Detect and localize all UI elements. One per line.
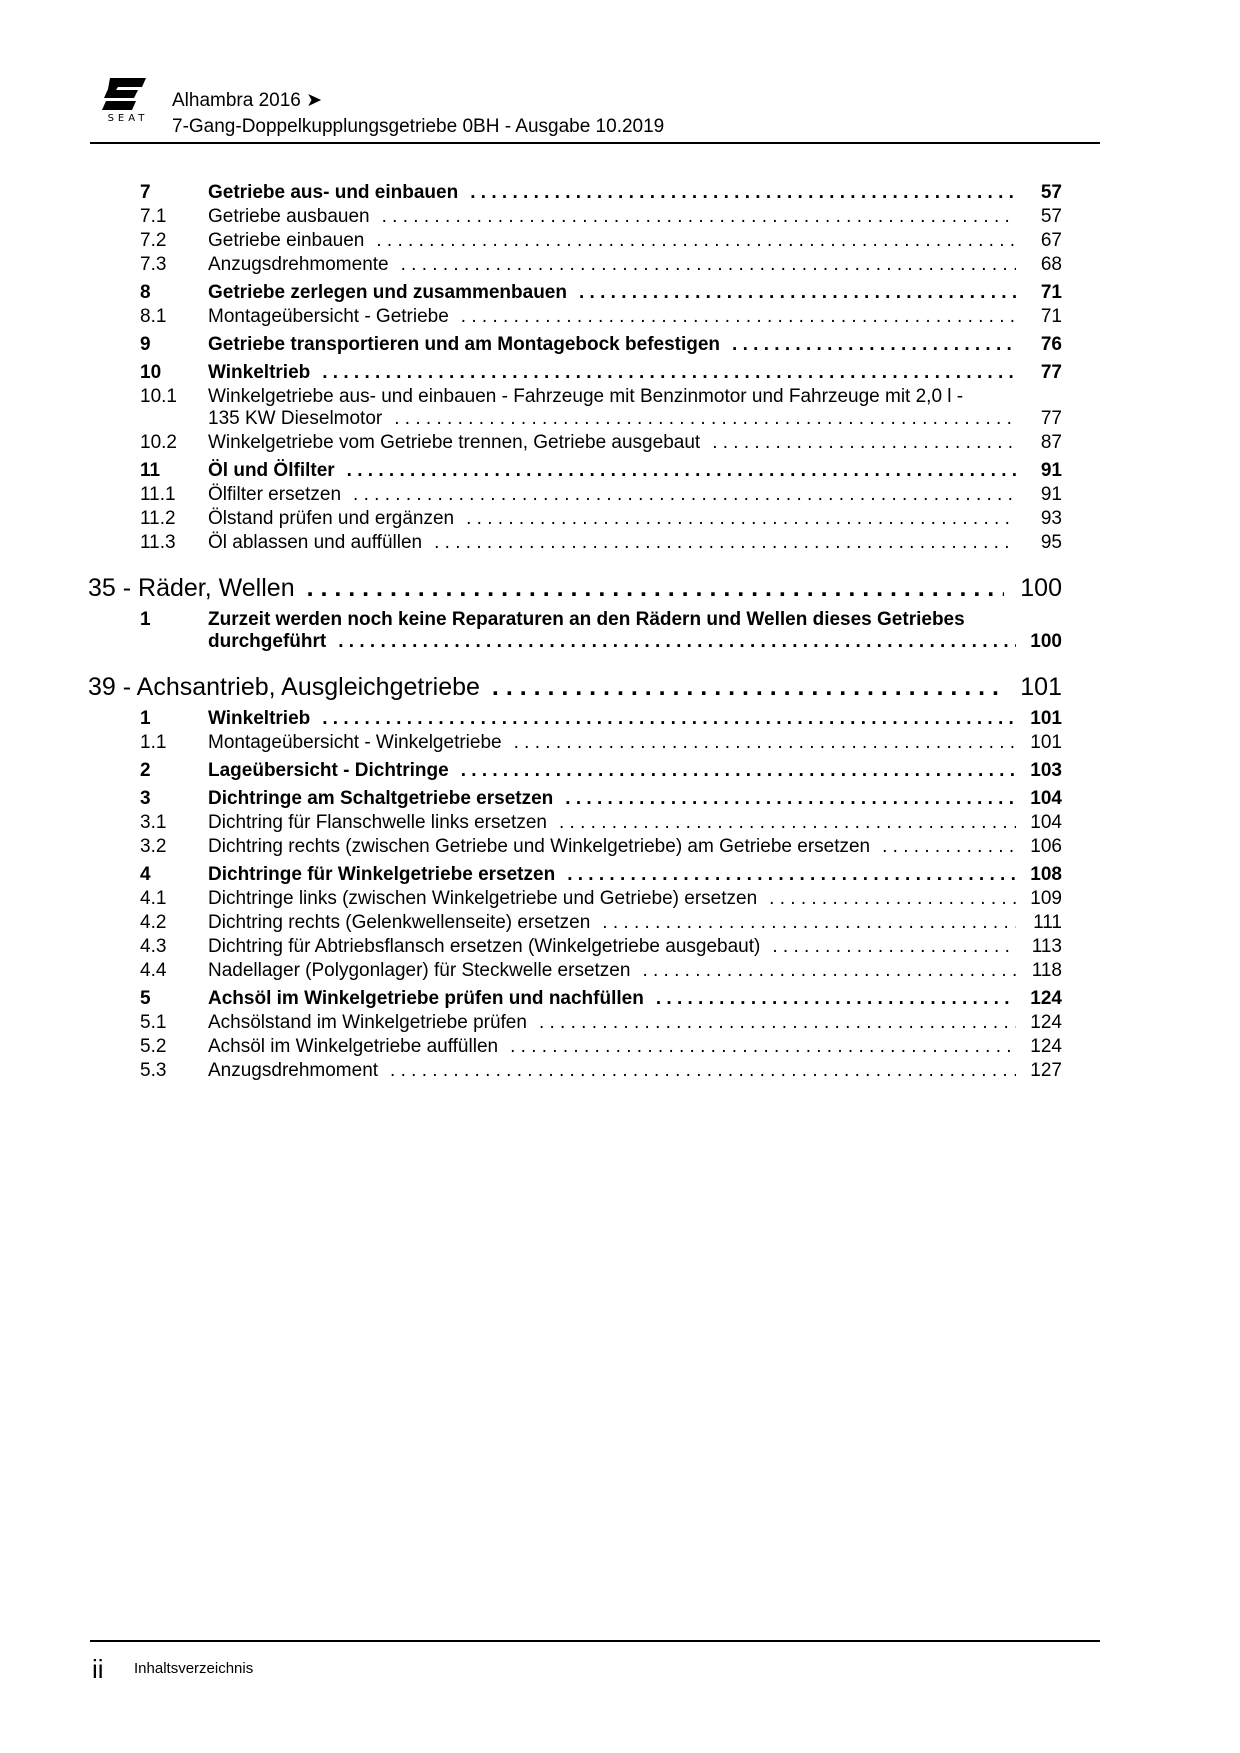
toc-entry-text — [208, 732, 1062, 754]
toc-entry-number: 3.2 — [140, 836, 167, 857]
toc-entry[interactable] — [88, 484, 1062, 506]
toc-entry-text — [208, 888, 1062, 910]
toc-entry[interactable] — [88, 609, 1062, 653]
toc-entry-text — [208, 912, 1062, 934]
toc-entry-page: 87 — [1040, 432, 1062, 453]
toc-dot-leader — [579, 282, 1016, 304]
toc-entry-title: 35 - Räder, Wellen — [88, 574, 295, 602]
toc-entry[interactable] — [88, 1012, 1062, 1034]
toc-entry-number: 4 — [140, 864, 151, 885]
toc-dot-leader — [353, 484, 1016, 506]
toc-entry-page: 68 — [1040, 254, 1062, 275]
toc-entry-title: 39 - Achsantrieb, Ausgleichgetriebe — [88, 673, 480, 701]
toc-entry-title: Dichtring für Flanschwelle links ersetzen — [208, 812, 547, 833]
toc-entry-title: Montageübersicht - Winkelgetriebe — [208, 732, 502, 753]
toc-entry-number: 7.1 — [140, 206, 167, 227]
toc-entry-title: Achsöl im Winkelgetriebe auffüllen — [208, 1036, 499, 1057]
toc-chapter-entry[interactable] — [88, 574, 1062, 603]
toc-dot-leader — [461, 306, 1016, 328]
toc-dot-leader — [732, 334, 1016, 356]
seat-logo — [96, 76, 154, 128]
toc-entry-text — [208, 609, 1062, 653]
toc-entry-number: 11.2 — [140, 508, 176, 529]
footer-label: Inhaltsverzeichnis — [134, 1660, 254, 1677]
toc-entry-text — [208, 812, 1062, 834]
toc-entry[interactable] — [88, 988, 1062, 1010]
toc-entry-text — [208, 508, 1062, 530]
toc-entry-title: Achsöl im Winkelgetriebe prüfen und nachfüllen — [208, 988, 644, 1009]
toc-entry-title: durchgeführt — [208, 631, 327, 652]
toc-entry-number: 2 — [140, 760, 151, 781]
toc-entry-text — [208, 760, 1062, 782]
toc-entry-number: 4.2 — [140, 912, 167, 933]
toc-dot-leader — [559, 812, 1016, 834]
toc-entry-text — [208, 460, 1062, 482]
toc-entry-title: Montageübersicht - Getriebe — [208, 306, 449, 327]
toc-entry-title: Dichtring rechts (zwischen Getriebe und Winkelgetriebe) am Getriebe ersetzen — [208, 836, 871, 857]
toc-dot-leader — [390, 1060, 1016, 1082]
toc-entry-number: 1 — [140, 609, 151, 630]
toc-dot-leader — [434, 532, 1016, 554]
toc-entry-text — [208, 836, 1062, 858]
toc-entry-title: Getriebe ausbauen — [208, 206, 370, 227]
header-title: Alhambra 2016 ➤ — [172, 90, 323, 111]
toc-entry-page: 108 — [1030, 864, 1062, 885]
toc-entry-text — [208, 282, 1062, 304]
toc-dot-leader — [322, 362, 1016, 384]
toc-entry-title: Öl ablassen und auffüllen — [208, 532, 423, 553]
toc-entry-number: 10.2 — [140, 432, 177, 453]
seat-logo-icon — [96, 76, 154, 112]
toc-entry-title: Ölstand prüfen und ergänzen — [208, 508, 455, 529]
toc-entry-page: 100 — [1030, 631, 1062, 652]
toc-entry[interactable] — [88, 1036, 1062, 1058]
toc-entry-title: Dichtringe links (zwischen Winkelgetriebe und Getriebe) ersetzen — [208, 888, 758, 909]
toc-dot-leader — [882, 836, 1016, 858]
toc-entry-title: Lageübersicht - Dichtringe — [208, 760, 449, 781]
toc-entry-title: Ölfilter ersetzen — [208, 484, 342, 505]
toc-entry-number: 11.3 — [140, 532, 176, 553]
toc-entry-number: 1.1 — [140, 732, 167, 753]
toc-entry-text — [208, 960, 1062, 982]
toc-entry-number: 1 — [140, 708, 151, 729]
toc-entry-title-line1: Zurzeit werden noch keine Reparaturen an den Rädern und Wellen dieses Getriebes — [208, 609, 965, 630]
toc-entry-title: Dichtringe für Winkelgetriebe ersetzen — [208, 864, 556, 885]
toc-entry-page: 57 — [1040, 206, 1062, 227]
toc-entry[interactable] — [88, 206, 1062, 228]
toc-entry-text — [208, 936, 1062, 958]
toc-entry-text — [208, 386, 1062, 430]
toc-dot-leader — [769, 888, 1016, 910]
toc-dot-leader — [565, 788, 1016, 810]
toc-entry-number: 4.4 — [140, 960, 167, 981]
toc-entry[interactable] — [88, 888, 1062, 910]
toc-entry-page: 100 — [1020, 574, 1062, 602]
toc-dot-leader — [461, 760, 1016, 782]
toc-entry-text — [88, 574, 1062, 603]
toc-entry-page: 109 — [1030, 888, 1062, 909]
table-of-contents — [88, 182, 1062, 1082]
toc-entry-page: 77 — [1040, 362, 1062, 383]
toc-entry[interactable] — [88, 760, 1062, 782]
toc-entry[interactable] — [88, 254, 1062, 276]
toc-dot-leader — [322, 708, 1016, 730]
toc-entry-text — [88, 673, 1062, 702]
toc-entry-title: Dichtringe am Schaltgetriebe ersetzen — [208, 788, 554, 809]
toc-entry-page: 91 — [1040, 484, 1062, 505]
toc-entry-page: 104 — [1030, 812, 1062, 833]
toc-dot-leader — [307, 574, 1004, 603]
toc-entry[interactable] — [88, 864, 1062, 886]
toc-entry-number: 5 — [140, 988, 151, 1009]
toc-dot-leader — [712, 432, 1016, 454]
toc-entry[interactable] — [88, 306, 1062, 328]
toc-entry-page: 77 — [1040, 408, 1062, 429]
toc-entry[interactable] — [88, 708, 1062, 730]
toc-entry-title: Nadellager (Polygonlager) für Steckwelle ersetzen — [208, 960, 631, 981]
toc-entry-page: 104 — [1030, 788, 1062, 809]
toc-entry-page: 127 — [1030, 1060, 1062, 1081]
toc-entry[interactable] — [88, 812, 1062, 834]
toc-entry-number: 5.3 — [140, 1060, 167, 1081]
toc-entry-number: 11.1 — [140, 484, 176, 505]
toc-entry-title-line1: Winkelgetriebe aus- und einbauen - Fahrzeuge mit Benzinmotor und Fahrzeuge mit 2,0 l - — [208, 386, 964, 407]
toc-entry-title: Anzugsdrehmomente — [208, 254, 389, 275]
toc-entry-number: 5.2 — [140, 1036, 167, 1057]
toc-entry-number: 10 — [140, 362, 162, 383]
toc-entry-page: 124 — [1030, 988, 1062, 1009]
toc-entry-title: 135 KW Dieselmotor — [208, 408, 383, 429]
toc-entry-page: 111 — [1033, 912, 1062, 933]
toc-entry[interactable] — [88, 836, 1062, 858]
toc-entry[interactable] — [88, 508, 1062, 530]
toc-entry[interactable] — [88, 460, 1062, 482]
toc-dot-leader — [338, 631, 1016, 653]
toc-entry-page: 103 — [1030, 760, 1062, 781]
toc-entry-title: Winkeltrieb — [208, 362, 311, 383]
toc-dot-leader — [466, 508, 1016, 530]
toc-dot-leader — [510, 1036, 1016, 1058]
toc-entry-title: Dichtring rechts (Gelenkwellenseite) ersetzen — [208, 912, 591, 933]
toc-entry[interactable] — [88, 1060, 1062, 1082]
toc-entry-number: 7.3 — [140, 254, 167, 275]
toc-entry-number: 9 — [140, 334, 151, 355]
toc-entry-page: 67 — [1040, 230, 1062, 251]
header-subtitle: 7-Gang-Doppelkupplungsgetriebe 0BH - Ausgabe 10.2019 — [172, 116, 665, 137]
toc-entry-page: 124 — [1030, 1036, 1062, 1057]
toc-entry-number: 7 — [140, 182, 151, 203]
toc-entry-page: 124 — [1030, 1012, 1062, 1033]
toc-entry-page: 93 — [1040, 508, 1062, 529]
toc-entry[interactable] — [88, 230, 1062, 252]
toc-dot-leader — [642, 960, 1016, 982]
toc-entry-title: Getriebe einbauen — [208, 230, 365, 251]
toc-entry-title: Dichtring für Abtriebsflansch ersetzen (Winkelgetriebe ausgebaut) — [208, 936, 761, 957]
toc-entry-text — [208, 206, 1062, 228]
toc-dot-leader — [382, 206, 1016, 228]
toc-entry-page: 118 — [1031, 960, 1062, 981]
toc-entry[interactable] — [88, 334, 1062, 356]
toc-dot-leader — [492, 673, 1004, 702]
toc-entry-text — [208, 532, 1062, 554]
toc-dot-leader — [470, 182, 1016, 204]
toc-entry-page: 113 — [1031, 936, 1062, 957]
toc-entry[interactable] — [88, 282, 1062, 304]
toc-entry[interactable] — [88, 732, 1062, 754]
toc-entry-title: Getriebe aus- und einbauen — [208, 182, 459, 203]
toc-entry-page: 101 — [1030, 732, 1062, 753]
toc-dot-leader — [401, 254, 1016, 276]
toc-entry-number: 7.2 — [140, 230, 167, 251]
toc-entry-text — [208, 1036, 1062, 1058]
toc-entry-page: 91 — [1040, 460, 1062, 481]
toc-entry-text — [208, 362, 1062, 384]
seat-logo-text: SEAT — [107, 113, 149, 124]
footer-page-number: ii — [92, 1654, 104, 1684]
toc-entry[interactable] — [88, 362, 1062, 384]
toc-dot-leader — [376, 230, 1016, 252]
toc-entry-text — [208, 1012, 1062, 1034]
toc-entry-number: 4.1 — [140, 888, 167, 909]
toc-entry-title: Winkelgetriebe vom Getriebe trennen, Getriebe ausgebaut — [208, 432, 701, 453]
toc-entry-page: 95 — [1040, 532, 1062, 553]
toc-dot-leader — [394, 408, 1016, 430]
toc-entry-text — [208, 988, 1062, 1010]
toc-chapter-entry[interactable] — [88, 673, 1062, 702]
toc-entry-title: Achsölstand im Winkelgetriebe prüfen — [208, 1012, 527, 1033]
toc-entry[interactable] — [88, 912, 1062, 934]
toc-entry-text — [208, 254, 1062, 276]
toc-entry-text — [208, 788, 1062, 810]
toc-entry-page: 71 — [1040, 282, 1062, 303]
toc-dot-leader — [347, 460, 1016, 482]
toc-entry-number: 10.1 — [140, 386, 177, 407]
toc-entry-number: 8 — [140, 282, 151, 303]
toc-entry-title: Öl und Ölfilter — [208, 460, 335, 481]
toc-entry-text — [208, 864, 1062, 886]
toc-entry-text — [208, 182, 1062, 204]
toc-entry-title: Getriebe transportieren und am Montagebock befestigen — [208, 334, 721, 355]
toc-entry-title: Anzugsdrehmoment — [208, 1060, 379, 1081]
toc-entry[interactable] — [88, 432, 1062, 454]
toc-entry-text — [208, 306, 1062, 328]
toc-entry-title: Winkeltrieb — [208, 708, 311, 729]
toc-entry-text — [208, 484, 1062, 506]
toc-entry-text — [208, 334, 1062, 356]
toc-entry[interactable] — [88, 936, 1062, 958]
toc-entry-text — [208, 1060, 1062, 1082]
toc-dot-leader — [514, 732, 1016, 754]
toc-entry[interactable] — [88, 788, 1062, 810]
toc-entry-text — [208, 432, 1062, 454]
toc-entry-number: 4.3 — [140, 936, 167, 957]
toc-entry[interactable] — [88, 386, 1062, 430]
toc-entry[interactable] — [88, 960, 1062, 982]
toc-dot-leader — [656, 988, 1016, 1010]
toc-entry-number: 3 — [140, 788, 151, 809]
toc-dot-leader — [772, 936, 1016, 958]
toc-dot-leader — [567, 864, 1016, 886]
toc-entry-page: 106 — [1030, 836, 1062, 857]
toc-entry-page: 76 — [1040, 334, 1062, 355]
toc-entry-number: 8.1 — [140, 306, 167, 327]
toc-entry-page: 71 — [1040, 306, 1062, 327]
toc-entry[interactable] — [88, 532, 1062, 554]
toc-dot-leader — [539, 1012, 1016, 1034]
toc-dot-leader — [602, 912, 1016, 934]
toc-entry-title: Getriebe zerlegen und zusammenbauen — [208, 282, 567, 303]
toc-entry[interactable] — [88, 182, 1062, 204]
toc-entry-number: 5.1 — [140, 1012, 167, 1033]
page-footer — [90, 1640, 1100, 1684]
toc-entry-number: 11 — [140, 460, 161, 481]
toc-entry-page: 101 — [1030, 708, 1062, 729]
page-header — [90, 70, 1100, 144]
toc-entry-text — [208, 230, 1062, 252]
toc-entry-page: 101 — [1020, 673, 1062, 701]
toc-entry-text — [208, 708, 1062, 730]
toc-entry-number: 3.1 — [140, 812, 167, 833]
toc-entry-page: 57 — [1040, 182, 1062, 203]
